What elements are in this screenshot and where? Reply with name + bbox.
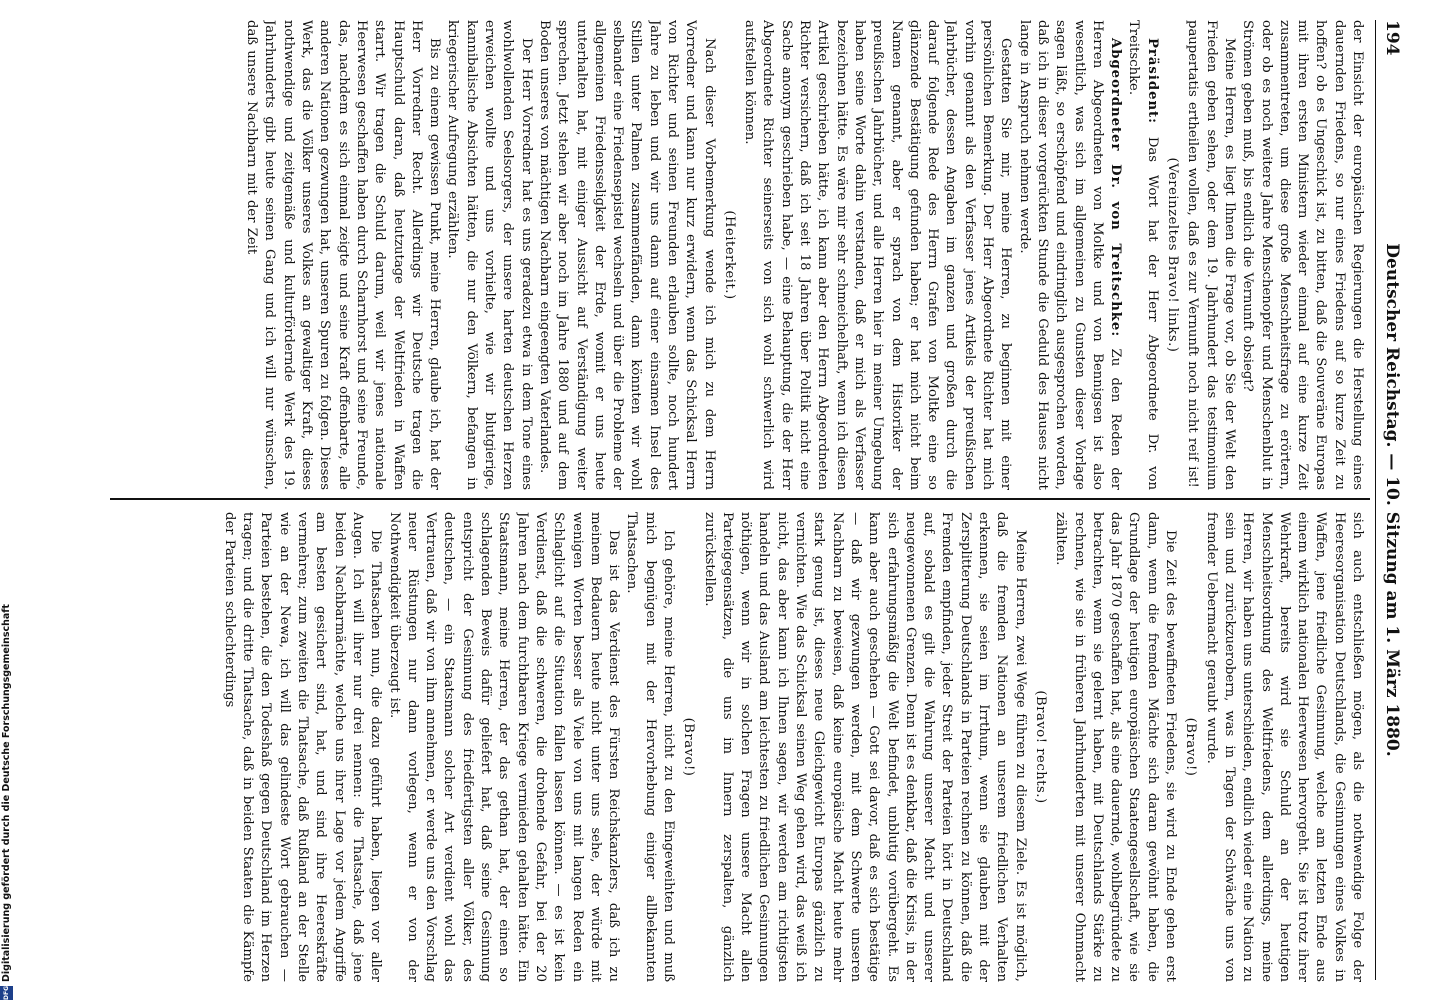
page-number: 194: [1382, 20, 1402, 56]
left-text-column: [111, 20, 1366, 490]
stage-direction: (Heiterkeit.): [721, 210, 737, 300]
paragraph: sich auch entschließen mögen, als die nothwendige Folge der Heeresorganisation Deutschlands, die Gesinnungen eines Volkes in Waffen, jene friedliche Gesinnung, welche am letzten Ende aus einem wirklich nationalen Heerwesen hervorgeht. Sie ist trotz ihrer Wehrkraft, bereits wird sie Schuld an der heutigen Menschheitsordnung des Weltfriedens, dem allerdings, meine Herren, wir haben uns unterschieden, endlich wieder eine Nation zu sein und zurückzuerobern, was in Tagen der Schwäche uns von fremder Uebermacht geraubt wurde.: [1203, 512, 1365, 982]
right-text-column: [111, 512, 1366, 982]
paragraph: der Einsicht der europäischen Regierungen die Herstellung eines dauernden Friedens, so nur eines Friedens auf so kurze Zeit zu hoffen? ob es Ungeschick ist, zu bitten, daß die Souveräne Europas mit ihren ersten Ministern wieder einmal auf eine kurze Zeit zusammentreten, um diese große Menschheitsfrage zu erörtern, oder ob es noch weitere Jahre Menschenopfer und Menschenblut in Strömen geben muß, bis endlich die Vernunft obsiegt?: [1240, 20, 1365, 490]
running-title: Deutscher Reichstag. — 10. Sitzung am 1. März 1880.: [1382, 243, 1402, 757]
paragraph: [1124, 20, 1161, 490]
page-header: [1375, 20, 1406, 980]
digitization-credit: [0, 0, 14, 1000]
paragraph: Meine Herren, zwei Wege führen zu diesem Ziele. Es ist möglich, daß die fremden Nationen an unserem friedlichen Verhalten erkennen, sie seien im Irrthum, wenn sie glauben mit der Zersplitterung Deutschlands in Parteien rechnen zu können, daß die Fremden empfinden, jeder Streit der Parteien hört in Deutschland auf, sobald es gilt die Wahrung unserer Macht und unserer neugewonnenen Grenzen. Denn ist es denkbar, daß die Krisis, in der sich erfahrungsmäßig die Welt befindet, unblutig vorübergeht. Es kann aber auch geschehen — Gott sei davor, daß es sich bestätige — daß wir gezwungen werden, mit dem Schwerte unseren Nachbarn zu beweisen, daß keine europäische Macht heute mehr stark genug ist, dieses neue Gleichgewicht Europas gänzlich zu vernichten. Wie das Schicksal seinen Weg gehen wird, das weiß ich nicht, das aber kann ich Ihnen sagen, wir werden am richtigsten handeln und das Ausland am leichtesten zu friedlichen Gesinnungen nöthigen, wenn wir in solchen Fragen unsere Macht allen Parteigegensätzen, die uns im Innern zerspalten, gänzlich zurückstellen.: [701, 512, 1028, 982]
paragraph: [1014, 20, 1124, 490]
paragraph: Meine Herren, es liegt Ihnen die Frage vor, ob Sie der Welt den Frieden geben sehen, oder dem 19. Jahrhundert das testimonium paupertatis ertheilen wollen, daß es zur Vernunft noch nicht reif ist!: [1185, 20, 1237, 490]
rotated-document-page: [102, 0, 1412, 1000]
paragraph: Die Thatsachen nun, die dazu geführt haben, liegen vor aller Augen. Ich will ihrer nur drei nennen: die Thatsache, daß jene beiden Nachbarmächte, welche uns ihrer Lage vor jedem Angriffe am besten gesichert sind, hat, und sind ihre Heereskräfte vermehren; zum zweiten die Thatsache, daß Rußland an der Stelle wie an der Newa, ich will das gelindeste Wort gebrauchen — Parteien bestehen, die den Todeshaß gegen Deutschland im Herzen tragen; und die dritte Thatsache, daß in beiden Staaten die Kämpfe der Parteien schlechterdings: [221, 512, 384, 982]
column-divider: [110, 498, 1370, 500]
paragraph: Gestatten Sie mir, meine Herren, zu beginnen mit einer persönlichen Bemerkung. Der Herr Abgeordnete Richter hat mich vorhin genannt als den Verfasser jenes Artikels der preußischen Jahrbücher, dessen Angaben im ganzen und großen durch die darauf folgende Rede des Herrn Grafen von Moltke eine so glänzende Bestätigung gefunden haben; er hat mich nicht beim Namen genannt, aber er sprach von dem Historiker der preußischen Jahrbücher, und alle Herren hier in meiner Umgebung haben seine Worte dahin verstanden, daß er mich als Verfasser bezeichnen hätte. Es wäre mir sehr schmeichelhaft, wenn ich diesen Artikel geschrieben hätte, ich kann aber den Herrn Abgeordneten Richter versichern, daß ich seit 18 Jahren über Politik nicht eine Sache anonym geschrieben habe, — eine Behauptung, die der Herr Abgeordnete Richter seinerseits von sich wohl schwerlich wird aufstellen können.: [742, 20, 1014, 490]
dfg-logo-icon: DFG: [0, 986, 13, 1000]
stage-direction: (Bravo!): [1183, 717, 1199, 777]
speech-text: Das Wort hat der Herr Abgeordnete Dr. von Treitschke.: [1126, 20, 1160, 490]
stage-direction: (Vereinzeltes Bravo! links.): [1165, 157, 1181, 353]
paragraph: Bis zu einem gewissen Punkt, meine Herren, glaube ich, hat der Herr Vorredner Recht. Allerdings wir Deutsche tragen die Hauptschuld daran, daß heutzutage der Weltfrieden in Waffen starrt. Wir tragen die Schuld darum, weil wir jenes nationale Heerwesen geschaffen haben durch Scharnhorst und seine Freunde, das, nachdem es sich einmal zeigte und seine Kraft offenbarte, alle anderen Nationen gezwungen hat, unseren Spuren zu folgen. Dieses Werk, das die Völker unseres Volkes an gewaltiger Kraft, dieses nothwendige und zeitgemäße und kulturfördernde Werk des 19. Jahrhunderts gibt heute seinen Gang und ich will nur wünschen, daß unsere Nachbarn mit der Zeit: [244, 20, 443, 490]
speech-text: Zu den Reden der Herren Abgeordneten von Moltke und von Bennigsen ist also wesentlich, was sich im allgemeinen zu Gunsten dieser Vorlage sagen läßt, so erschöpfend und eindringlich ausgesprochen worden, daß ich in dieser vorgerückten Stunde die Geduld des Hauses nicht lange in Anspruch nehmen werde.: [1016, 20, 1124, 490]
paragraph: Der Herr Vorredner hat es uns geradezu etwa in dem Tone eines wohlwollenden Seelsorgers, der unsere harten deutschen Herzen erweichen wollte und uns vorhielte, wie wir blutgierige, kannibalische Absichten hätten, die nur den Völkern, befangen in kriegerischer Aufregung erzählten.: [445, 20, 534, 490]
paragraph: Ich gehöre, meine Herren, nicht zu den Eingeweihten und muß mich begnügen mit der Hervorhebung einiger allbekannten Thatsachen.: [624, 512, 677, 982]
stage-direction: (Bravo! rechts.): [1032, 690, 1048, 804]
paragraph: Das ist das Verdienst des Fürsten Reichskanzlers, daß ich zu meinem Bedauern heute nicht unter uns sehe, der würde mit wenigen Worten besser als Viele von uns mit langen Reden ein Schlaglicht auf die Situation fallen lassen können. — es ist kein Verdienst, daß die schweren, die drohende Gefahr, bei der 20 Jahren nach dem furchtbaren Kriege vermieden gehalten hätte. Ein Staatsmann, meine Herren, der das gethan hat, der einen so schlagenden Beweis dafür geliefert hat, daß seine Gesinnung entspricht der Gesinnung des friedfertigsten aller Völker, des deutschen, — ein Staatsmann solcher Art verdient wohl das Vertrauen, daß wir von ihm annehmen, er werde uns den Vorschlag neuer Rüstungen nur dann vorlegen, wenn er von der Nothwendigkeit überzeugt ist.: [386, 512, 622, 982]
credit-text: Digitalisierung gefördert durch die Deutsche Forschungsgemeinschaft: [1, 604, 12, 982]
paragraph: Die Zeit des bewaffneten Friedens, sie wird zu Ende gehen erst dann, wenn die fremden Mächte sich daran gewöhnt haben, die Grundlage der heutigen europäischen Staatengesellschaft, wie sie das Jahr 1870 geschaffen hat, als eine dauernde, wohlbegründete zu betrachten, wenn sie gelernt haben, mit Deutschlands Stärke zu rechnen, wie sie in früheren Jahrhunderten mit unserer Ohnmacht zählten.: [1053, 512, 1179, 982]
stage-direction: (Bravo!): [681, 717, 697, 777]
speaker-name: Abgeordneter Dr. von Treitschke:: [1108, 38, 1124, 338]
speaker-name: Präsident:: [1144, 38, 1160, 125]
paragraph: Nach dieser Vorbemerkung wende ich mich zu dem Herrn Vorredner und kann nur kurz erwidern, wenn das Schicksal Herrn von Richter und seinen Freunden erlauben sollte, noch hundert Jahre zu leben und wir uns dann auf einer einsamen Insel des Stillen unter Palmen zusammenfänden, dann könnten wir wohl selbander eine Friedensepistel wechseln und über die Probleme der allgemeinen Friedensseligkeit der Erde, womit er uns heute unterhalten hat, mit einiger Aussicht auf Verständigung weiter sprechen. Jetzt stehen wir aber noch im Jahre 1880 und auf dem Boden unseres von mächtigen Nachbarn eingeengten Vaterlandes.: [536, 20, 717, 490]
